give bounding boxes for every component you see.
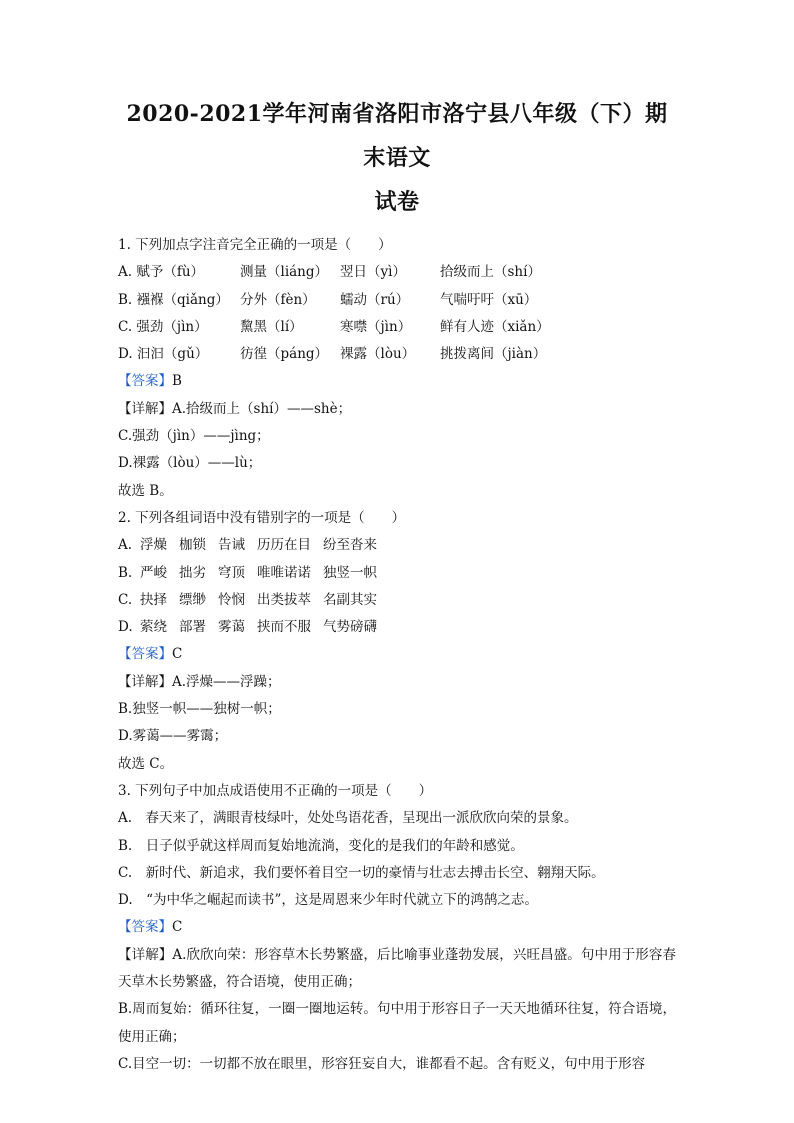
question-3: [118, 778, 676, 1078]
q2-option-d-word-3: 雾蔼: [218, 619, 245, 636]
q1-option-c: [118, 314, 676, 341]
q1-option-d-item-1: D. 汩汩（gǔ）: [118, 346, 209, 363]
q3-option-d: D. “为中华之崛起而读书”，这是周恩来少年时代就立下的鸿鹄之志。: [118, 892, 538, 909]
q2-option-c-letter: C.: [118, 591, 133, 608]
q1-analysis-line-3: D.裸露（lòu）——lù；: [118, 455, 262, 472]
q2-option-a: [118, 532, 676, 559]
q3-option-b: B. 日子似乎就这样周而复始地流淌，变化的是我们的年龄和感觉。: [118, 837, 524, 854]
q2-analysis-line-3: D.雾蔼——雾霭；: [118, 728, 228, 745]
q1-option-a-item-4: 拾级而上（shí）: [440, 264, 541, 281]
q2-answer: [118, 641, 676, 668]
q2-option-a-letter: A.: [118, 537, 133, 554]
q1-option-d: [118, 341, 676, 368]
q2-option-b-word-4: 唯唯诺诺: [257, 564, 311, 581]
q1-option-a: [118, 259, 676, 286]
q2-answer-tag: 【答案】: [118, 646, 172, 663]
q1-option-b-item-1: B. 襁褓（qiǎng）: [118, 291, 229, 308]
q3-option-c: C. 新时代、新追求，我们要怀着目空一切的豪情与壮志去搏击长空、翱翔天际。: [118, 864, 605, 881]
q1-option-b: [118, 287, 676, 314]
q1-option-a-item-1: A. 赋予（fù）: [118, 264, 205, 281]
q2-option-b: [118, 560, 676, 587]
q2-option-d: [118, 614, 676, 641]
q1-option-d-item-2: 彷徨（páng）: [240, 346, 329, 363]
q2-option-b-letter: B.: [118, 564, 133, 581]
q2-option-c-word-3: 怜悯: [218, 591, 245, 608]
q1-answer-tag: 【答案】: [118, 373, 172, 390]
q2-analysis-line-4: 故选 C。: [118, 755, 174, 772]
q3-analysis-para-3: C.目空一切：一切都不放在眼里，形容狂妄自大，谁都看不起。含有贬义，句中用于形容: [118, 1055, 646, 1072]
q2-option-d-letter: D.: [118, 619, 133, 636]
question-1-stem: 1. 下列加点字注音完全正确的一项是（ ）: [118, 237, 392, 253]
q2-option-b-word-3: 穹顶: [218, 564, 245, 581]
q3-analysis-para-2: B.周而复始：循环往复，一圈一圈地运转。句中用于形容日子一天天地循环往复，符合语境，使用正确；: [118, 1001, 676, 1045]
title-line-2: 试卷: [374, 189, 420, 215]
q1-option-d-item-3: 裸露（lòu）: [340, 346, 416, 363]
q2-option-b-word-2: 拙劣: [179, 564, 206, 581]
q2-option-c-word-2: 缥缈: [179, 591, 206, 608]
q1-analysis-line-2: C.强劲（jìn）——jìng；: [118, 428, 270, 445]
q2-option-a-word-1: 浮燥: [140, 537, 167, 554]
q1-option-c-item-2: 黧黑（lí）: [240, 318, 303, 335]
q1-option-c-item-3: 寒噤（jìn）: [340, 318, 412, 335]
q2-option-d-word-4: 挟而不服: [257, 619, 311, 636]
q1-option-b-item-3: 蠕动（rú）: [340, 291, 410, 308]
q2-option-b-word-1: 严峻: [140, 564, 167, 581]
q3-analysis-para-1: 【详解】A.欣欣向荣：形容草木长势繁盛，后比喻事业蓬勃发展，兴旺昌盛。句中用于形容春天草木长势繁盛，符合语境，使用正确；: [118, 946, 676, 991]
q2-option-c: [118, 587, 676, 614]
q2-option-c-word-4: 出类拔萃: [257, 591, 311, 608]
q1-option-b-item-2: 分外（fèn）: [240, 291, 316, 308]
q2-option-a-word-5: 纷至沓来: [323, 537, 377, 554]
q3-answer: [118, 914, 676, 941]
q2-option-d-word-5: 气势磅礴: [323, 619, 377, 636]
q1-analysis-line-1: 【详解】A.拾级而上（shí）——shè；: [118, 400, 352, 417]
q2-option-a-word-2: 枷锁: [179, 537, 206, 554]
q2-option-c-word-5: 名副其实: [323, 591, 377, 608]
q1-answer: [118, 368, 676, 395]
q1-option-c-item-4: 鲜有人迹（xiǎn）: [440, 318, 550, 335]
q1-analysis-line-4: 故选 B。: [118, 482, 173, 499]
q1-answer-value: B: [172, 373, 182, 390]
q1-option-c-item-1: C. 强劲（jìn）: [118, 318, 208, 335]
q3-answer-tag: 【答案】: [118, 919, 172, 936]
q3-answer-value: C: [172, 919, 183, 936]
q2-answer-value: C: [172, 646, 183, 663]
question-3-stem: 3. 下列句子中加点成语使用不正确的一项是（ ）: [118, 782, 433, 799]
q1-option-b-item-4: 气喘吁吁（xū）: [440, 291, 538, 308]
q2-option-b-word-5: 独竖一帜: [323, 564, 377, 581]
q2-option-a-word-4: 历历在目: [257, 537, 311, 554]
q2-analysis-line-1: 【详解】A.浮燥——浮躁；: [118, 673, 281, 690]
question-2: [118, 505, 676, 778]
q2-option-c-word-1: 抉择: [140, 591, 167, 608]
question-1: [118, 232, 676, 505]
q2-option-a-word-3: 告诫: [218, 537, 245, 554]
q3-option-a: A. 春天来了，满眼青枝绿叶，处处鸟语花香，呈现出一派欣欣向荣的景象。: [118, 810, 578, 827]
q2-option-d-word-1: 萦绕: [140, 619, 167, 636]
document-title: [118, 92, 676, 224]
title-line-1: 2020-2021学年河南省洛阳市洛宁县八年级（下）期末语文: [126, 101, 668, 171]
q2-analysis-line-2: B.独竖一帜——独树一帜；: [118, 701, 281, 718]
q1-option-a-item-3: 翌日（yì）: [340, 264, 406, 281]
q1-option-a-item-2: 测量（liáng）: [240, 264, 329, 281]
question-2-stem: 2. 下列各组词语中没有错别字的一项是（ ）: [118, 509, 406, 526]
q1-option-d-item-4: 挑拨离间（jiàn）: [440, 346, 547, 363]
q2-option-d-word-2: 部署: [179, 619, 206, 636]
